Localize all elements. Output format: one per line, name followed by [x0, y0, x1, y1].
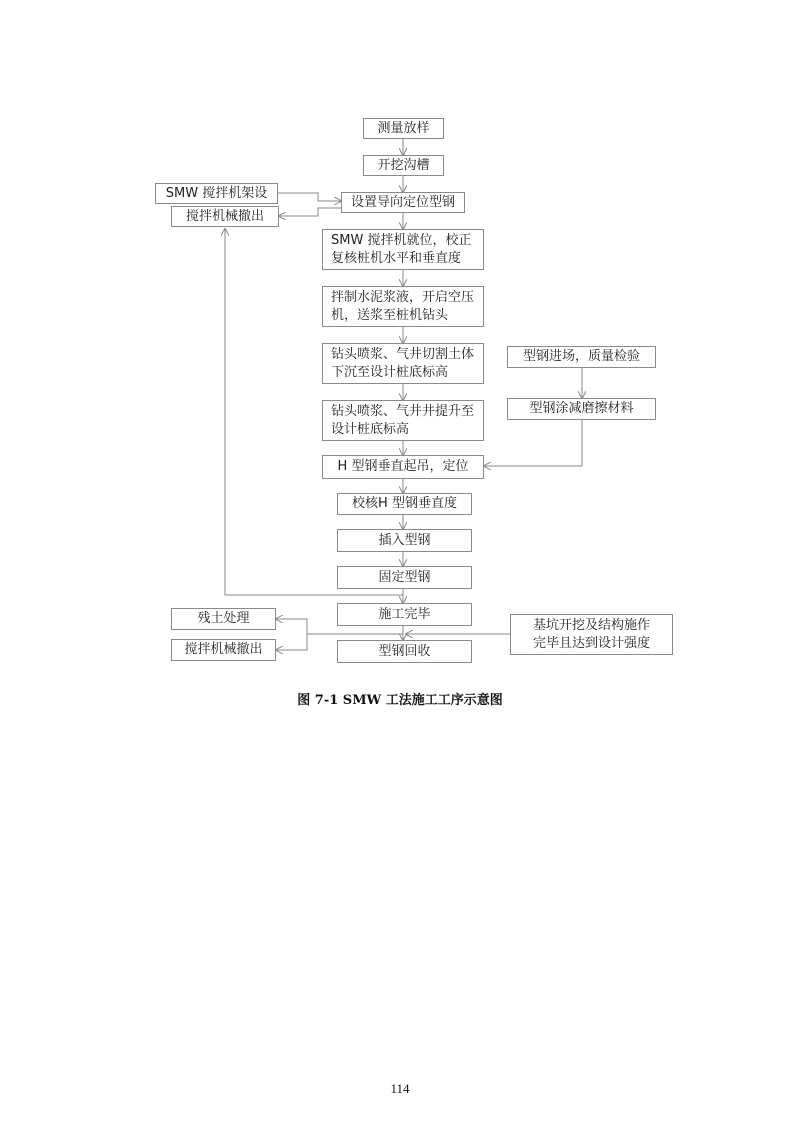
step-h-lift: H 型钢垂直起吊，定位 [322, 455, 484, 479]
arrow-to-residual [276, 619, 307, 634]
step-mix-grout: 拌制水泥浆液，开启空压 机，送浆至桩机钻头 [322, 286, 484, 327]
step-fix-steel: 固定型钢 [337, 566, 472, 589]
step-drill-up: 钻头喷浆、气井井提升至 设计桩底标高 [322, 400, 484, 441]
side-residual-soil: 残土处理 [171, 608, 276, 630]
side-mixer-withdraw-bottom: 搅拌机械撤出 [171, 639, 276, 661]
step-complete: 施工完毕 [337, 603, 472, 626]
figure-caption: 图 7-1 SMW 工法施工工序示意图 [297, 693, 503, 708]
step-mixer-position: SMW 搅拌机就位，校正 复核桩机水平和垂直度 [322, 229, 484, 270]
side-pit-condition: 基坑开挖及结构施作 完毕且达到设计强度 [510, 614, 673, 655]
arrow-setup-guide [278, 193, 341, 201]
step-insert-steel: 插入型钢 [337, 529, 472, 552]
side-steel-coating: 型钢涂减磨擦材料 [507, 398, 656, 420]
step-verify-vertical: 校核H 型钢垂直度 [337, 493, 472, 515]
step-guide-beam: 设置导向定位型钢 [341, 192, 465, 213]
arrow-guide-withdraw [279, 208, 341, 216]
step-survey: 测量放样 [363, 118, 444, 139]
step-recover-steel: 型钢回收 [337, 640, 472, 663]
side-mixer-setup: SMW 搅拌机架设 [155, 183, 278, 204]
page-number: 114 [390, 1081, 410, 1096]
step-drill-down: 钻头喷浆、气井切割土体 下沉至设计桩底标高 [322, 343, 484, 384]
step-trench: 开挖沟槽 [363, 155, 444, 176]
arrow-coating-lift [484, 420, 582, 466]
side-steel-arrival: 型钢进场，质量检验 [507, 346, 656, 368]
side-mixer-withdraw-top: 搅拌机械撤出 [171, 206, 279, 227]
arrow-to-withdraw-bottom [276, 634, 307, 650]
